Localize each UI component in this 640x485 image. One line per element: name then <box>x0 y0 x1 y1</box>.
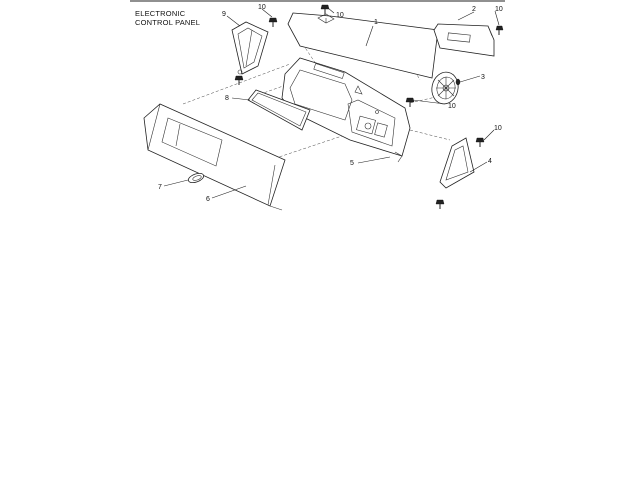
screw-1 <box>321 5 329 14</box>
callout-10-middle: 10 <box>448 103 456 110</box>
callout-9: 9 <box>222 11 226 18</box>
screw-7 <box>235 76 243 85</box>
callout-10-right: 10 <box>494 125 502 132</box>
callout-10-left: 10 <box>258 4 266 11</box>
screw-5 <box>476 138 484 147</box>
part-4-right-end-cap <box>440 138 474 188</box>
callout-2: 2 <box>472 6 476 13</box>
callout-4: 4 <box>488 158 492 165</box>
part-3-control-knob <box>429 70 461 107</box>
diagram-title-line-1: ELECTRONIC <box>135 9 186 18</box>
part-2-control-board-cover <box>434 24 494 56</box>
callout-5: 5 <box>350 160 354 167</box>
part-6-front-control-panel <box>144 104 285 210</box>
callout-10-top: 10 <box>336 12 344 19</box>
callout-1: 1 <box>374 19 378 26</box>
screw-2 <box>269 18 277 27</box>
screw-6 <box>436 200 444 209</box>
callout-6: 6 <box>206 196 210 203</box>
part-9-left-end-cap <box>232 22 268 74</box>
callout-8: 8 <box>225 95 229 102</box>
callout-10-top-right: 10 <box>495 6 503 13</box>
callout-7: 7 <box>158 184 162 191</box>
callout-3: 3 <box>481 74 485 81</box>
screw-3 <box>496 26 503 35</box>
diagram-title-line-2: CONTROL PANEL <box>135 18 201 27</box>
